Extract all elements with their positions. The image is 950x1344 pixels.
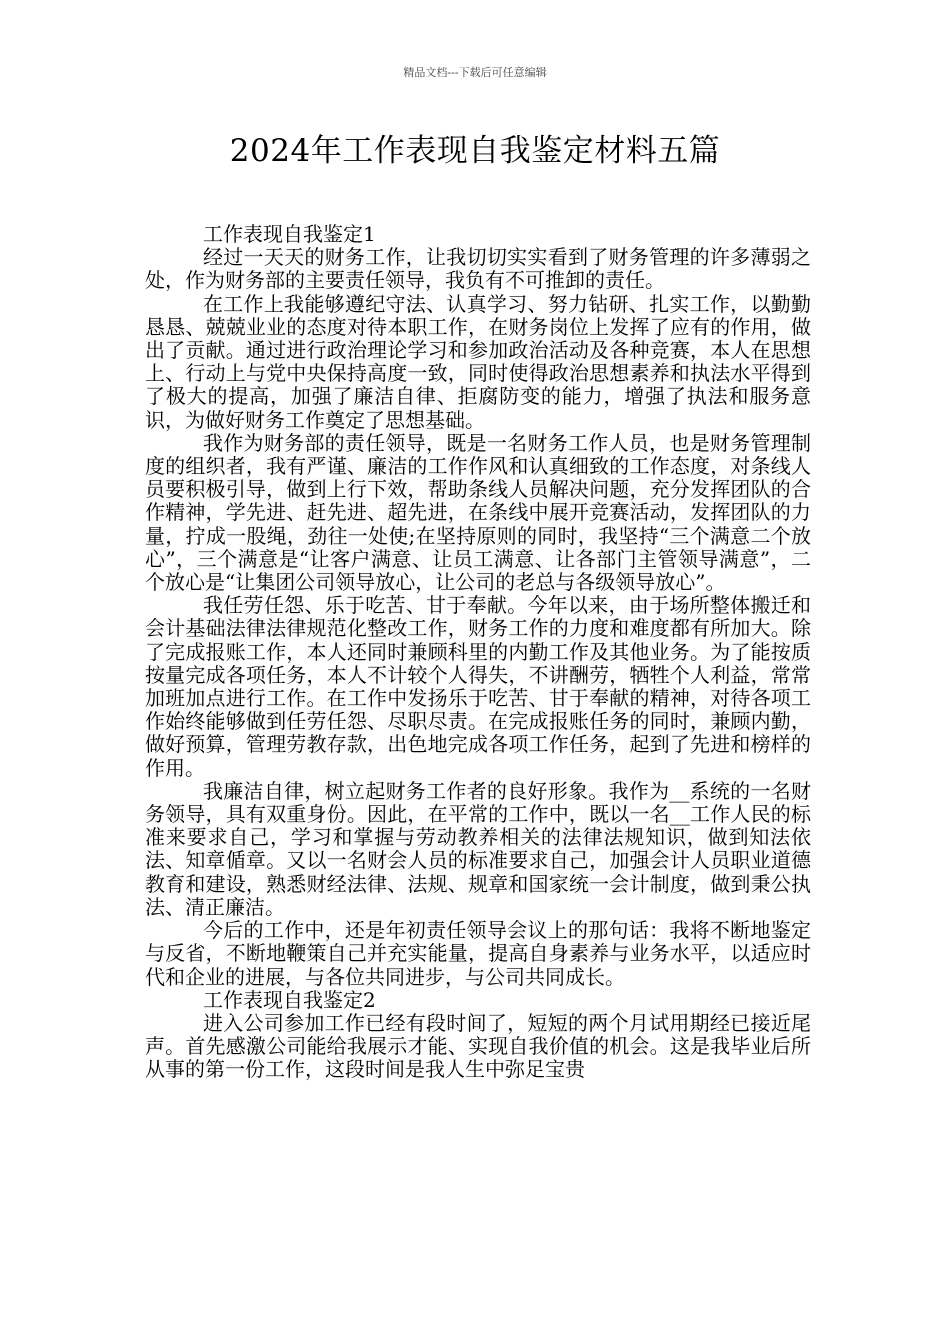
- paragraph: 我廉洁自律，树立起财务工作者的良好形象。我作为__系统的一名财务领导，具有双重身份。因此，在平常的工作中，既以一名__工作人民的标准来要求自己，学习和掌握与劳动教养相关的法律法规知识，做到知法依法、知章偱章。又以一名财会人员的标准要求自己，加强会计人员职业道德教育和建设，熟悉财经法律、法规、规章和国家统一会计制度，做到秉公执法、清正廉洁。: [145, 778, 811, 919]
- paragraph: 经过一天天的财务工作，让我切切实实看到了财务管理的许多薄弱之处，作为财务部的主要责任领导，我负有不可推卸的责任。: [145, 245, 811, 293]
- page-header: 精品文档---下载后可任意编辑: [403, 66, 547, 79]
- document-title: 2024年工作表现自我鉴定材料五篇: [229, 133, 721, 169]
- document-body: [145, 223, 811, 1082]
- paragraph: 我作为财务部的责任领导，既是一名财务工作人员，也是财务管理制度的组织者，我有严谨、廉洁的工作作风和认真细致的工作态度，对条线人员要积极引导，做到上行下效，帮助条线人员解决问题，充分发挥团队的合作精神，学先进、赶先进、超先进，在条线中展开竞赛活动，发挥团队的力量，拧成一股绳，劲往一处使;在坚持原则的同时，我坚持“三个满意二个放心”，三个满意是“让客户满意、让员工满意、让各部门主管领导满意”，二个放心是“让集团公司领导放心，让公司的老总与各级领导放心”。: [145, 430, 811, 595]
- paragraph: 在工作上我能够遵纪守法、认真学习、努力钻研、扎实工作，以勤勤恳恳、兢兢业业的态度对待本职工作，在财务岗位上发挥了应有的作用，做出了贡献。通过进行政治理论学习和参加政治活动及各种竞赛，本人在思想上、行动上与党中央保持高度一致，同时使得政治思想素养和执法水平得到了极大的提高，加强了廉洁自律、拒腐防变的能力，增强了执法和服务意识，为做好财务工作奠定了思想基础。: [145, 291, 811, 432]
- paragraph: 进入公司参加工作已经有段时间了，短短的两个月试用期经已接近尾声。首先感激公司能给我展示才能、实现自我价值的机会。这是我毕业后所从事的第一份工作，这段时间是我人生中弥足宝贵: [145, 1010, 811, 1082]
- paragraph: 今后的工作中，还是年初责任领导会议上的那句话：我将不断地鉴定与反省，不断地鞭策自己并充实能量，提高自身素养与业务水平，以适应时代和企业的进展，与各位共同进步，与公司共同成长。: [145, 918, 811, 989]
- section-heading-2: 工作表现自我鉴定2: [203, 987, 376, 1012]
- paragraph: 我任劳任怨、乐于吃苦、甘于奉献。今年以来，由于场所整体搬迁和会计基础法律法律规范化整改工作，财务工作的力度和难度都有所加大。除了完成报账工作，本人还同时兼顾科里的内勤工作及其他业务。为了能按质按量完成各项任务，本人不计较个人得失，不讲酬劳，牺牲个人利益，常常加班加点进行工作。在工作中发扬乐于吃苦、甘于奉献的精神，对待各项工作始终能够做到任劳任怨、尽职尽责。在完成报账任务的同时，兼顾内勤，做好预算，管理劳教存款，出色地完成各项工作任务，起到了先进和榜样的作用。: [145, 593, 811, 780]
- section-heading-1: 工作表现自我鉴定1: [203, 222, 376, 246]
